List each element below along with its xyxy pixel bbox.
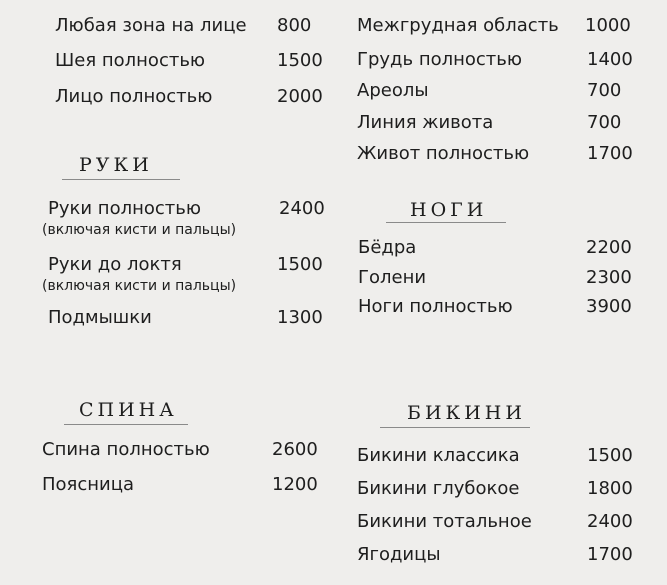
service-price: 1400 [587,49,633,70]
service-name: Грудь полностью [357,49,523,70]
service-price: 1700 [587,143,633,164]
heading-underline [64,424,188,425]
service-name: Ареолы [357,80,429,101]
service-name: Бёдра [358,237,417,258]
service-price: 1800 [587,478,633,499]
service-name: Ноги полностью [358,296,513,317]
service-name: Поясница [42,474,135,495]
service-name: Подмышки [48,307,152,328]
service-note: (включая кисти и пальцы) [42,278,237,294]
section-heading-back: СПИНА [79,399,178,421]
service-price: 1000 [585,15,631,36]
service-name: Бикини глубокое [357,478,520,499]
service-name: Голени [358,267,427,288]
heading-underline [386,222,506,223]
heading-underline [62,179,180,180]
service-name: Линия живота [357,112,494,133]
service-price: 2400 [279,198,325,219]
service-price: 700 [587,80,622,101]
service-name: Межгрудная область [357,15,559,36]
service-price: 3900 [586,296,632,317]
service-price: 1300 [277,307,323,328]
service-name: Спина полностью [42,439,210,460]
service-price: 2000 [277,86,323,107]
service-price: 2400 [587,511,633,532]
service-name: Руки полностью [48,198,202,219]
service-price: 1500 [277,50,323,71]
service-note: (включая кисти и пальцы) [42,222,237,238]
service-price: 700 [587,112,622,133]
service-price: 2300 [586,267,632,288]
service-name: Любая зона на лице [55,15,247,36]
service-price: 2200 [586,237,632,258]
heading-underline [380,427,530,428]
service-name: Ягодицы [357,544,441,565]
section-heading-arms: РУКИ [79,154,153,176]
service-price: 2600 [272,439,318,460]
service-name: Руки до локтя [48,254,182,275]
service-name: Живот полностью [357,143,530,164]
service-price: 1500 [277,254,323,275]
service-name: Лицо полностью [55,86,213,107]
service-price: 1200 [272,474,318,495]
service-name: Бикини тотальное [357,511,532,532]
service-price: 1700 [587,544,633,565]
service-price: 800 [277,15,312,36]
service-name: Бикини классика [357,445,520,466]
service-name: Шея полностью [55,50,206,71]
section-heading-legs: НОГИ [410,199,488,221]
service-price: 1500 [587,445,633,466]
section-heading-bikini: БИКИНИ [407,402,526,424]
